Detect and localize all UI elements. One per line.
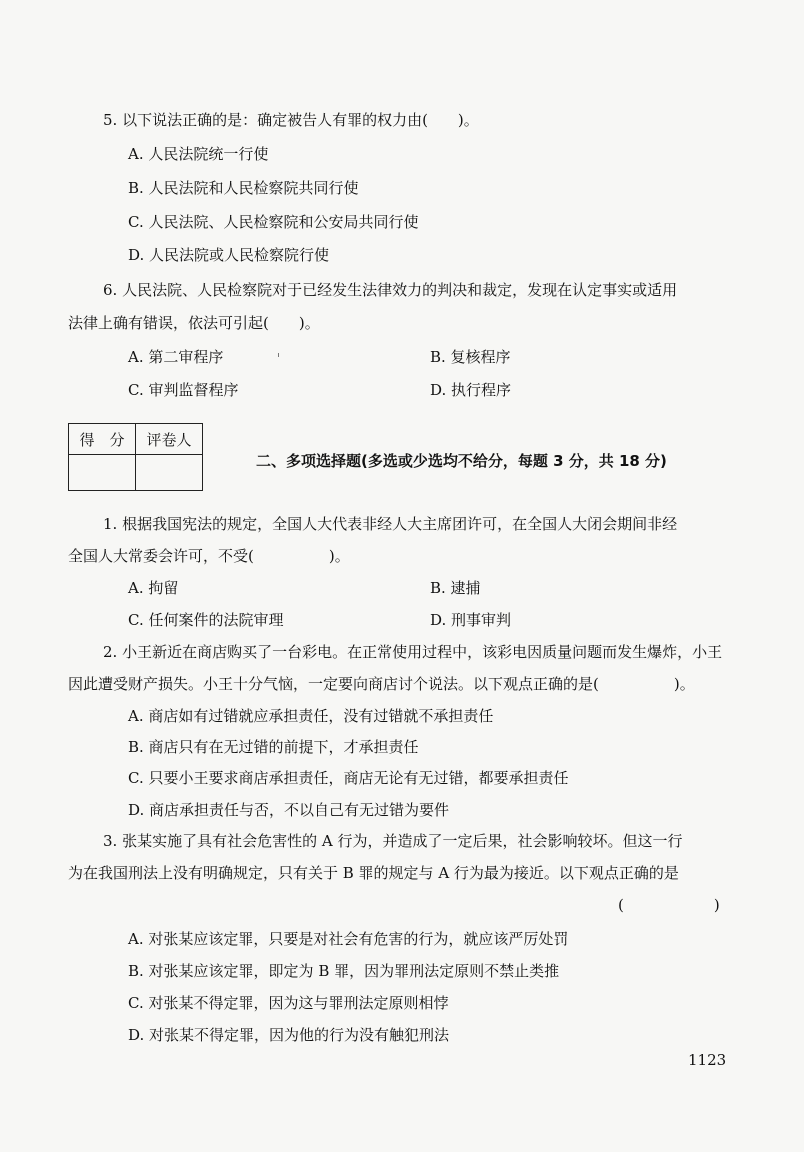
question-6-option-d: D. 执行程序 [430,381,512,399]
scan-speck [278,353,279,357]
mc-1-option-b: B. 逮捕 [430,579,481,597]
mc-3-option-d: D. 对张某不得定罪，因为他的行为没有触犯刑法 [128,1026,450,1044]
question-6-option-c: C. 审判监督程序 [128,381,239,399]
question-5-option-c: C. 人民法院、人民检察院和公安局共同行使 [128,213,419,231]
mc-2-option-a: A. 商店如有过错就应承担责任，没有过错就不承担责任 [128,707,494,725]
question-6-stem-line1: 6. 人民法院、人民检察院对于已经发生法律效力的判决和裁定，发现在认定事实或适用 [103,281,678,299]
mc-1-stem-line1: 1. 根据我国宪法的规定，全国人大代表非经人大主席团许可，在全国人大闭会期间非经 [103,515,678,533]
question-6-stem-line2: 法律上确有错误，依法可引起( )。 [68,314,320,332]
mc-3-option-a: A. 对张某应该定罪，只要是对社会有危害的行为，就应该严厉处罚 [128,930,569,948]
question-5-stem: 5. 以下说法正确的是：确定被告人有罪的权力由( )。 [103,111,479,129]
score-header: 得 分 [69,424,136,455]
mc-3-option-b: B. 对张某应该定罪，即定为 B 罪，因为罪刑法定原则不禁止类推 [128,962,560,980]
mc-2-stem-line1: 2. 小王新近在商店购买了一台彩电。在正常使用过程中，该彩电因质量问题而发生爆炸，小王 [103,643,723,661]
score-table [68,423,203,491]
mc-1-option-c: C. 任何案件的法院审理 [128,611,284,629]
question-5-option-b: B. 人民法院和人民检察院共同行使 [128,179,359,197]
mc-2-option-c: C. 只要小王要求商店承担责任，商店无论有无过错，都要承担责任 [128,769,569,787]
question-5-option-a: A. 人民法院统一行使 [128,145,269,163]
mc-3-option-c: C. 对张某不得定罪，因为这与罪刑法定原则相悖 [128,994,449,1012]
grader-cell [136,455,203,491]
mc-2-stem-line2: 因此遭受财产损失。小王十分气恼，一定要向商店讨个说法。以下观点正确的是( )。 [68,675,695,693]
mc-1-stem-line2: 全国人大常委会许可，不受( )。 [68,547,350,565]
mc-1-option-a: A. 拘留 [128,579,179,597]
mc-3-stem-line2: 为在我国刑法上没有明确规定，只有关于 B 罪的规定与 A 行为最为接近。以下观点正确的是 [68,864,679,882]
page-number: 1123 [688,1051,727,1069]
mc-2-option-d: D. 商店承担责任与否，不以自己有无过错为要件 [128,801,450,819]
mc-3-stem-line1: 3. 张某实施了具有社会危害性的 A 行为，并造成了一定后果，社会影响较坏。但这一行 [103,832,683,850]
section-2-title: 二、多项选择题(多选或少选均不给分，每题 3 分，共 18 分) [256,452,667,470]
question-6-option-a: A. 第二审程序 [128,348,224,366]
question-5-option-d: D. 人民法院或人民检察院行使 [128,246,330,264]
grader-header: 评卷人 [136,424,203,455]
mc-1-option-d: D. 刑事审判 [430,611,512,629]
question-6-option-b: B. 复核程序 [430,348,511,366]
mc-3-answer-blank: ( ) [618,896,720,914]
score-cell [69,455,136,491]
mc-2-option-b: B. 商店只有在无过错的前提下，才承担责任 [128,738,419,756]
